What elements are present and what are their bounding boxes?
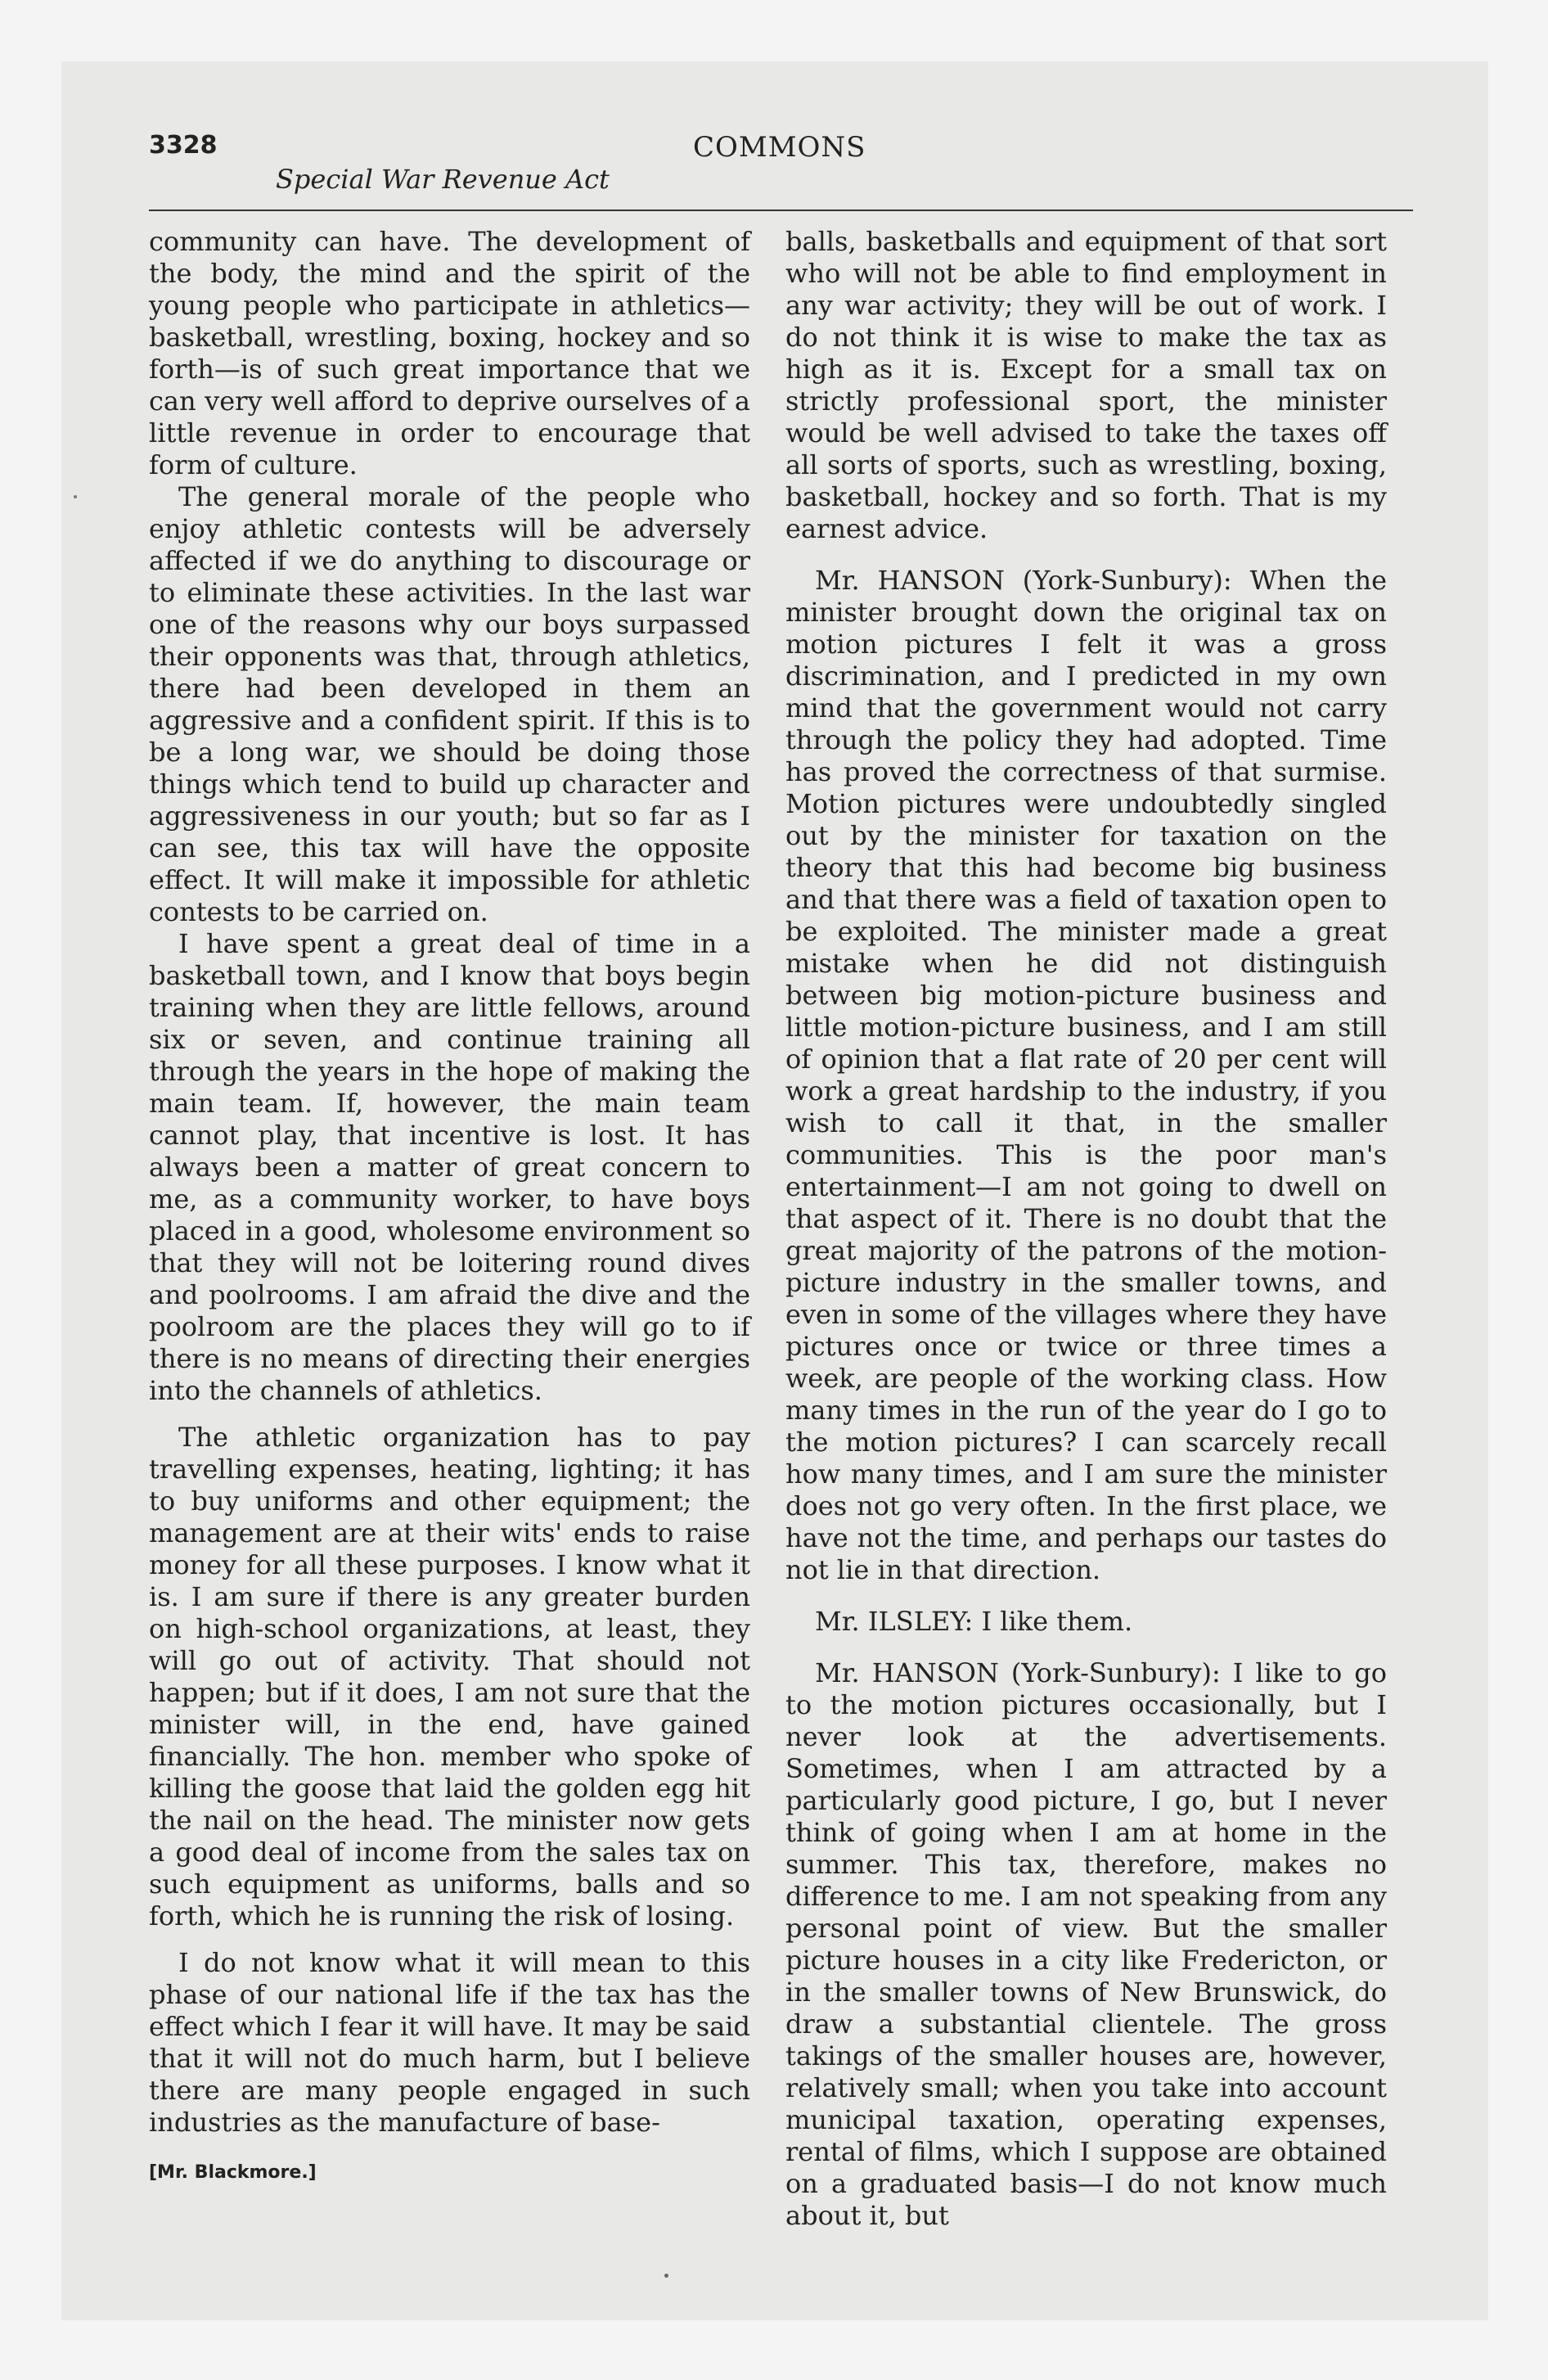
house-name: COMMONS [693, 131, 866, 164]
paragraph: balls, basketballs and equipment of that sort who will not be able to find employment in any war activity; they will be out of work. I do not think it is wise to make the tax as high as it is. Except for a small tax on strictly professional sport, the minister would be well advised to take the taxes off all sorts of sports, such as wrestling, boxing, basketball, hockey and so forth. That is my earnest advice. [785, 226, 1387, 544]
left-column [149, 226, 750, 2188]
page-header [149, 131, 1413, 213]
paragraph: Mr. HANSON (York-Sunbury): I like to go to the motion pictures occasionally, but I never look at the advertisements. Sometimes, when I am attracted by a particularly good picture, I go, but I never think of going when I am at home in the summer. This tax, therefore, makes no difference to me. I am not speaking from any personal point of view. But the smaller picture houses in a city like Fredericton, or in the smaller towns of New Brunswick, do draw a substantial clientele. The gross takings of the smaller houses are, however, relatively small; when you take into account municipal taxation, operating expenses, rental of films, which I suppose are obtained on a graduated basis—I do not know much about it, but [785, 1657, 1387, 2231]
header-rule [149, 210, 1413, 211]
margin-mark [74, 495, 77, 498]
bottom-mark [664, 2274, 668, 2278]
right-column [785, 226, 1387, 2232]
paragraph: community can have. The development of the body, the mind and the spirit of the young people who participate in athletics—basketball, wrestling, boxing, hockey and so forth—is of such great importance that we can very well afford to deprive ourselves of a little revenue in order to encourage that form of culture. [149, 226, 750, 480]
paragraph: I do not know what it will mean to this phase of our national life if the tax has the effect which I fear it will have. It may be said that it will not do much harm, but I believe there are many people engaged in such industries as the manufacture of base- [149, 1947, 750, 2138]
paragraph: I have spent a great deal of time in a basketball town, and I know that boys begin training when they are little fellows, around six or seven, and continue training all through the years in the hope of making the main team. If, however, the main team cannot play, that incentive is lost. It has always been a matter of great concern to me, as a community worker, to have boys placed in a good, wholesome environment so that they will not be loitering round dives and poolrooms. I am afraid the dive and the poolroom are the places they will go to if there is no means of directing their energies into the channels of athletics. [149, 928, 750, 1406]
page-number: 3328 [149, 131, 218, 160]
section-title: Special War Revenue Act [276, 164, 610, 195]
paragraph: Mr. HANSON (York-Sunbury): When the minister brought down the original tax on motion pictures I felt it was a gross discrimination, and I predicted in my own mind that the government would not carry through the policy they had adopted. Time has proved the correctness of that surmise. Motion pictures were undoubtedly singled out by the minister for taxation on the theory that this had become big business and that there was a field of taxation open to be exploited. The minister made a great mistake when he did not distinguish between big motion-picture business and little motion-picture business, and I am still of opinion that a flat rate of 20 per cent will work a great hardship to the industry, if you wish to call it that, in the smaller communities. This is the poor man's entertainment—I am not going to dwell on that aspect of it. There is no doubt that the great majority of the patrons of the motion-picture industry in the smaller towns, and even in some of the villages where they have pictures once or twice or three times a week, are people of the working class. How many times in the run of the year do I go to the motion pictures? I can scarcely recall how many times, and I am sure the minister does not go very often. In the first place, we have not the time, and perhaps our tastes do not lie in that direction. [785, 565, 1387, 1585]
speaker-note: [Mr. Blackmore.] [149, 2162, 317, 2183]
paragraph: Mr. ILSLEY: I like them. [815, 1606, 1133, 1637]
paragraph: The athletic organization has to pay travelling expenses, heating, lighting; it has to buy uniforms and other equipment; the management are at their wits' ends to raise money for all these purposes. I know what it is. I am sure if there is any greater burden on high-school organizations, at least, they will go out of activity. That should not happen; but if it does, I am not sure that the minister will, in the end, have gained financially. The hon. member who spoke of killing the goose that laid the golden egg hit the nail on the head. The minister now gets a good deal of income from the sales tax on such equipment as uniforms, balls and so forth, which he is running the risk of losing. [149, 1422, 750, 1931]
paragraph: The general morale of the people who enjoy athletic contests will be adversely affected if we do anything to discourage or to eliminate these activities. In the last war one of the reasons why our boys surpassed their opponents was that, through athletics, there had been developed in them an aggressive and a confident spirit. If this is to be a long war, we should be doing those things which tend to build up character and aggressiveness in our youth; but so far as I can see, this tax will have the opposite effect. It will make it impossible for athletic contests to be carried on. [149, 481, 750, 927]
